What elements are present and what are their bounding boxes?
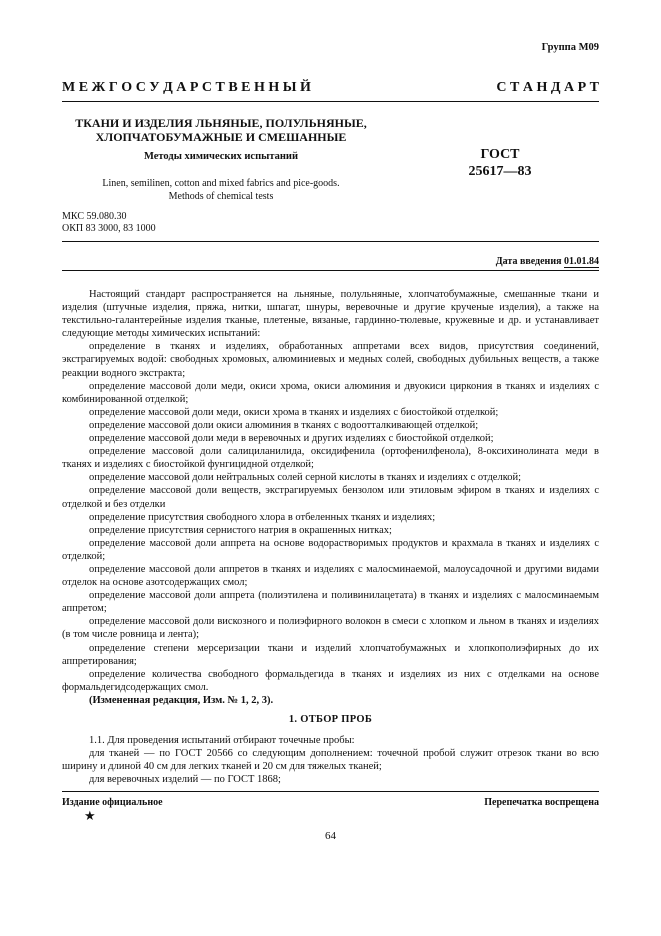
date-value: 01.01.84 — [564, 256, 599, 267]
title-line-2: ХЛОПЧАТОБУМАЖНЫЕ И СМЕШАННЫЕ — [95, 130, 347, 144]
method-item: определение степени мерсеризации ткани и изделий хлопчатобумажных и хлопкополиэфирных до их аппретирования; — [62, 642, 599, 667]
clause-fabrics: для тканей — по ГОСТ 20566 со следующим дополнением: точечной пробой служит отрезок ткани во всю ширину и длиной 40 см для легких тканей и 20 см для тяжелых тканей; — [62, 748, 599, 773]
star-icon: ★ — [84, 808, 96, 823]
page-number: 64 — [325, 830, 336, 842]
okp-code: ОКП 83 3000, 83 1000 — [62, 223, 156, 234]
method-item: определение массовой доли аппрета (полиэтилена и поливинилацетата) в тканях и изделиях с малосминаемым аппретом; — [62, 590, 599, 615]
method-item: определение массовой доли нейтральных солей серной кислоты в тканях и изделиях с отделкой; — [89, 472, 522, 484]
method-item: определение массовой доли меди в веревочных и других изделиях с биостойкой отделкой; — [89, 433, 494, 445]
top-divider — [62, 101, 599, 102]
document-subtitle: Методы химических испытаний — [143, 151, 299, 162]
date-label: Дата введения — [495, 256, 562, 267]
group-code: Группа М09 — [541, 42, 599, 53]
header-divider — [62, 241, 599, 242]
clause-ropes: для веревочных изделий — по ГОСТ 1868; — [89, 774, 281, 786]
method-item: определение массовой доли вискозного и полиэфирного волокон в смеси с хлопком и льном в тканях и изделиях (в том числе ровница и лента); — [62, 616, 599, 641]
gost-number: 25617—83 — [468, 164, 532, 179]
standard-heading-word-1: М Е Ж Г О С У Д А Р С Т В Е Н Н Ы Й — [62, 80, 311, 95]
method-item: определение присутствия свободного хлора в отбеленных тканях и изделиях; — [89, 511, 436, 523]
title-line-1: ТКАНИ И ИЗДЕЛИЯ ЛЬНЯНЫЕ, ПОЛУЛЬНЯНЫЕ, — [75, 116, 367, 130]
introduction-date — [496, 256, 599, 267]
official-edition-label: Издание официальное — [62, 797, 163, 808]
method-item: определение массовой доли аппрета на основе водорастворимых продуктов и крахмала в тканях и изделиях с отделкой; — [62, 537, 599, 562]
method-item: определение присутствия сернистого натрия в окрашенных нитках; — [89, 524, 392, 536]
method-item: определение массовой доли аппретов в тканях и изделиях с малосминаемой, малоусадочной и другими видами отделок на основе азотсодержащих смол; — [62, 563, 599, 589]
gost-label: ГОСТ — [480, 147, 520, 162]
document-title — [62, 116, 380, 144]
reprint-prohibited-label: Перепечатка воспрещена — [484, 797, 599, 808]
method-item: определение массовой доли салициланилида, оксидифенила (ортофенилфенола), 8-оксихинолината меди в тканях и изделиях с биостойкой фунгицидной отделкой; — [62, 446, 599, 471]
method-item: определение массовой доли меди, окиси хрома в тканях и изделиях с биостойкой отделкой; — [89, 406, 499, 418]
section-heading: 1. ОТБОР ПРОБ — [288, 714, 373, 725]
method-item: определение массовой доли меди, окиси хрома, окиси алюминия и двуокиси циркония в тканях и изделиях с комбинированной отделкой; — [62, 380, 599, 405]
gost-designation — [440, 146, 560, 180]
document-body — [62, 288, 599, 786]
english-title-line-2: Methods of chemical tests — [168, 190, 274, 202]
classification-codes — [62, 211, 156, 235]
method-item: определение количества свободного формальдегида в тканях и изделиях из них с отделками на основе формальдегидсодержащих смол. — [62, 668, 599, 693]
mks-code: МКС 59.080.30 — [62, 211, 127, 222]
intro-paragraph: Настоящий стандарт распространяется на льняные, полульняные, хлопчатобумажные, смешанные ткани и изделия (штучные изделия, пряжа, нитки, шпагат, шнуры, веревочные и другие крученые изделия), а также на текстильно-галантерейные изделия тканые, плетеные, вязаные, гардинно-тюлевые, кружевные и др. и устанавливает следующие методы химических испытаний: — [62, 289, 599, 340]
english-title — [62, 178, 380, 203]
footer-divider — [62, 791, 599, 792]
method-item: определение массовой доли веществ, экстрагируемых бензолом или этиловым эфиром в тканях и изделиях с отделкой и без отделки — [62, 485, 599, 510]
amendment-note: (Измененная редакция, Изм. № 1, 2, 3). — [89, 694, 274, 706]
method-item: определение в тканях и изделиях, обработанных аппретами всех видов, присутствия соединений, экстрагируемых водой: свободных хромовых, алюминиевых и медных солей, свободных дубильных веществ, а также реакции водного экстракта; — [62, 341, 599, 379]
standard-heading — [62, 80, 599, 96]
standard-heading-word-2: С Т А Н Д А Р Т — [496, 80, 599, 95]
date-divider — [62, 270, 599, 271]
english-title-line-1: Linen, semilinen, cotton and mixed fabrics and pice-goods. — [102, 178, 340, 189]
clause-1-1: 1.1. Для проведения испытаний отбирают точечные пробы: — [89, 735, 355, 747]
method-item: определение массовой доли окиси алюминия в тканях с водоотталкивающей отделкой; — [89, 419, 479, 431]
